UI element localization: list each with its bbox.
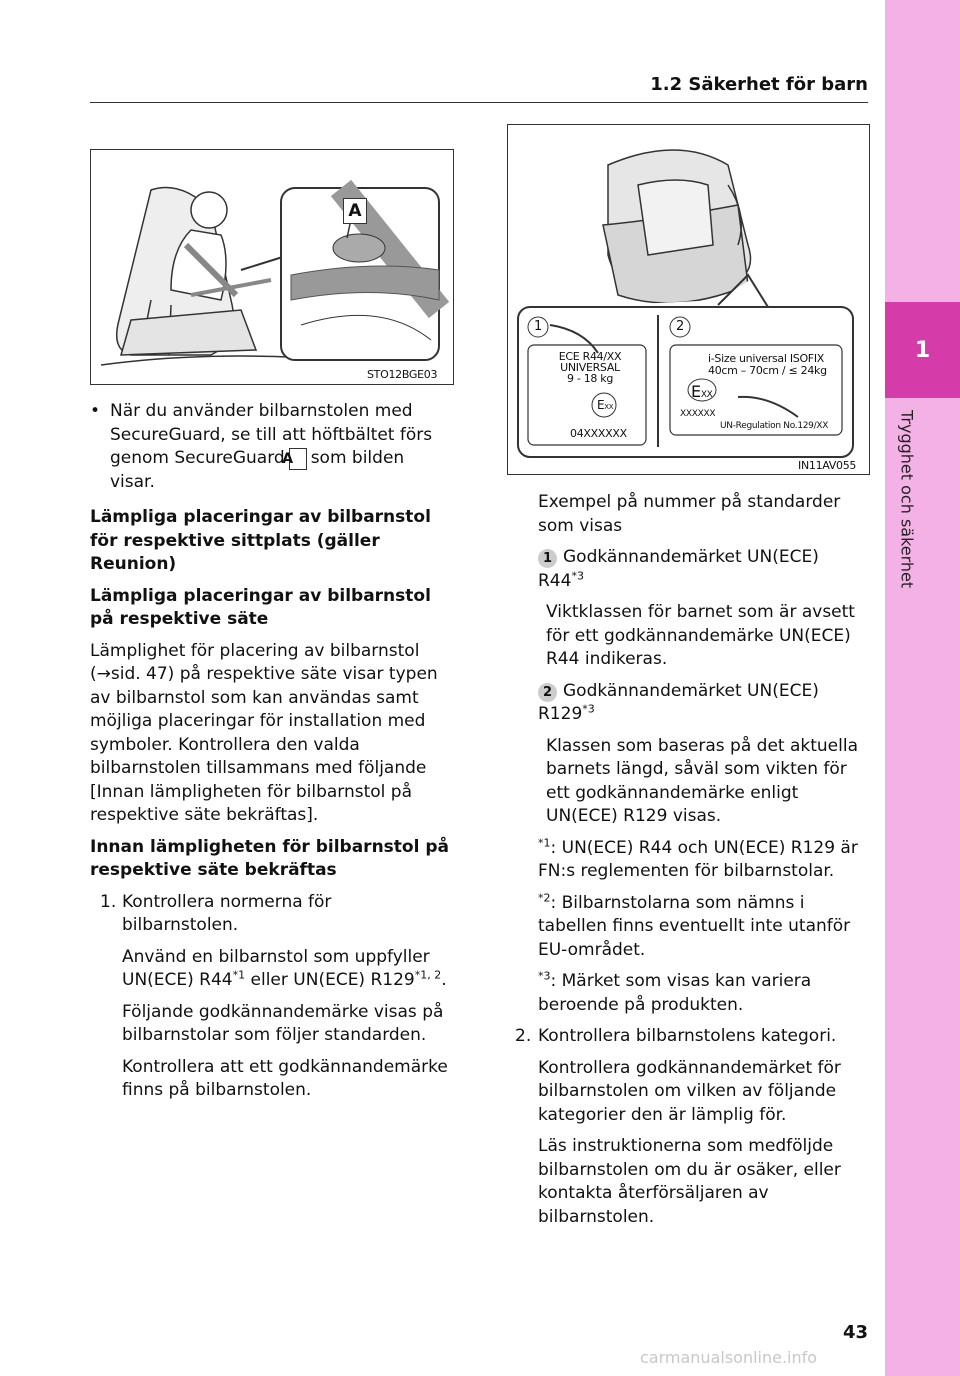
r44-mark-sub: XX xyxy=(604,403,614,411)
header-divider xyxy=(90,102,868,103)
figure-seat-secureguard xyxy=(90,149,454,385)
right-column xyxy=(507,491,867,1237)
page-number: 43 xyxy=(842,1322,868,1343)
step-1-para-1: Använd en bilbarnstol som uppfyller UN(ECE) R44$^{*1}$ eller UN(ECE) R129$^{*1, 2}$. xyxy=(122,946,447,990)
r129-regulation: UN-Regulation No.129/XX xyxy=(720,421,829,431)
r44-mark xyxy=(597,398,613,412)
r44-mark-e: E xyxy=(597,398,605,412)
item-1-title: 1 Godkännandemärket UN(ECE) R44$^{*3}$ xyxy=(538,547,819,591)
chapter-title: Trygghet och säkerhet xyxy=(897,410,917,589)
r129-label xyxy=(708,353,827,377)
left-column xyxy=(90,400,450,1111)
child-seat-illustration xyxy=(91,150,453,384)
figure-code-right: IN11AV055 xyxy=(798,459,857,472)
item-1-number: 1 xyxy=(538,549,557,568)
r129-mark-sub: XX xyxy=(700,390,713,400)
r129-number: XXXXXX xyxy=(680,409,716,419)
section-header: 1.2 Säkerhet för barn xyxy=(650,74,868,95)
item-1 xyxy=(507,546,867,829)
watermark: carmanualsonline.info xyxy=(640,1348,818,1367)
r44-line3: 9 - 18 kg xyxy=(566,372,614,385)
chapter-number-box xyxy=(885,302,960,398)
footnotes xyxy=(507,837,867,1018)
step-1-text: Kontrollera normerna för bilbarnstolen. xyxy=(122,891,332,935)
figure-approval-labels xyxy=(507,124,870,475)
r129-line1: i-Size universal ISOFIX xyxy=(708,352,825,365)
label-num-2: 2 xyxy=(676,319,684,334)
heading-before-confirm: Innan lämpligheten för bilbarnstol på respektive säte bekräftas xyxy=(90,836,449,880)
chapter-number: 1 xyxy=(914,337,931,363)
r44-line1: ECE R44/XX xyxy=(558,350,622,363)
step-2-text: Kontrollera bilbarnstolens kategori. xyxy=(538,1026,837,1046)
step-2 xyxy=(507,1025,867,1229)
step-2-number: 2. xyxy=(515,1026,532,1046)
item-1-desc: Viktklassen för barnet som är avsett för ett godkännandemärke UN(ECE) R44 indikeras. xyxy=(546,602,855,669)
figure-label-a: A xyxy=(343,198,367,224)
secureguard-bullet: • När du använder bilbarnstolen med SecureGuard, se till att höftbältet förs genom SecureGuardA som bilden visar. xyxy=(90,401,433,492)
r129-mark-e: E xyxy=(691,382,701,401)
label-num-1: 1 xyxy=(534,319,542,334)
r129-mark xyxy=(691,382,713,401)
step-1-para-3: Kontrollera att ett godkännandemärke finns på bilbarnstolen. xyxy=(122,1056,448,1100)
footnote-2: $^{*2}$: Bilbarnstolarna som nämns i tabellen finns eventuellt inte utanför EU-området. xyxy=(538,890,851,960)
step-1 xyxy=(90,891,450,1103)
item-2-desc: Klassen som baseras på det aktuella barnets längd, såväl som vikten för ett godkännandemärke enligt UN(ECE) R129 visas. xyxy=(546,735,859,826)
figure-caption: Exempel på nummer på standarder som visas xyxy=(538,492,841,536)
item-2-title: 2 Godkännandemärket UN(ECE) R129$^{*3}$ xyxy=(538,680,819,724)
step-2-para-2: Läs instruktionerna som medföljde bilbarnstolen om du är osäker, eller kontakta återförsäljaren av bilbarnstolen. xyxy=(538,1136,841,1227)
footnote-1: $^{*1}$: UN(ECE) R44 och UN(ECE) R129 är FN:s reglementen för bilbarnstolar. xyxy=(538,835,858,881)
r129-line2: 40cm – 70cm / ≤ 24kg xyxy=(708,364,827,377)
paragraph-suitability: Lämplighet för placering av bilbarnstol (→sid. 47) på respektive säte visar typen av bilbarnstol som kan användas samt möjliga placeringar för installation med symboler. Kontrollera den valda bilbarnstolen tillsammans med följande [Innan lämpligheten för bilbarnstol på respektive säte bekräftas]. xyxy=(90,640,438,825)
r44-line2: UNIVERSAL xyxy=(560,361,620,374)
badge-a: A xyxy=(289,448,307,470)
item-2-number: 2 xyxy=(538,683,557,702)
bullet-end: som bilden visar. xyxy=(110,448,405,492)
side-tab xyxy=(885,0,960,1376)
r44-label xyxy=(542,351,638,384)
step-1-para-2: Följande godkännandemärke visas på bilbarnstolar som följer standarden. xyxy=(122,1001,444,1045)
heading-reunion: Lämpliga placeringar av bilbarnstol för respektive sittplats (gäller Reunion) xyxy=(90,507,431,574)
footnote-3: $^{*3}$: Märket som visas kan variera beroende på produkten. xyxy=(538,969,812,1015)
heading-per-seat: Lämpliga placeringar av bilbarnstol på respektive säte xyxy=(90,585,431,629)
step-1-number: 1. xyxy=(100,891,117,912)
r44-number: 04XXXXXX xyxy=(570,427,627,440)
step-2-para-1: Kontrollera godkännandemärket för bilbarnstolen om vilken av följande kategorier den är lämplig för. xyxy=(538,1057,841,1125)
bullet-text: När du använder bilbarnstolen med SecureGuard, se till att höftbältet förs genom SecureGuard xyxy=(110,401,433,468)
figure-code: STO12BGE03 xyxy=(367,368,438,381)
